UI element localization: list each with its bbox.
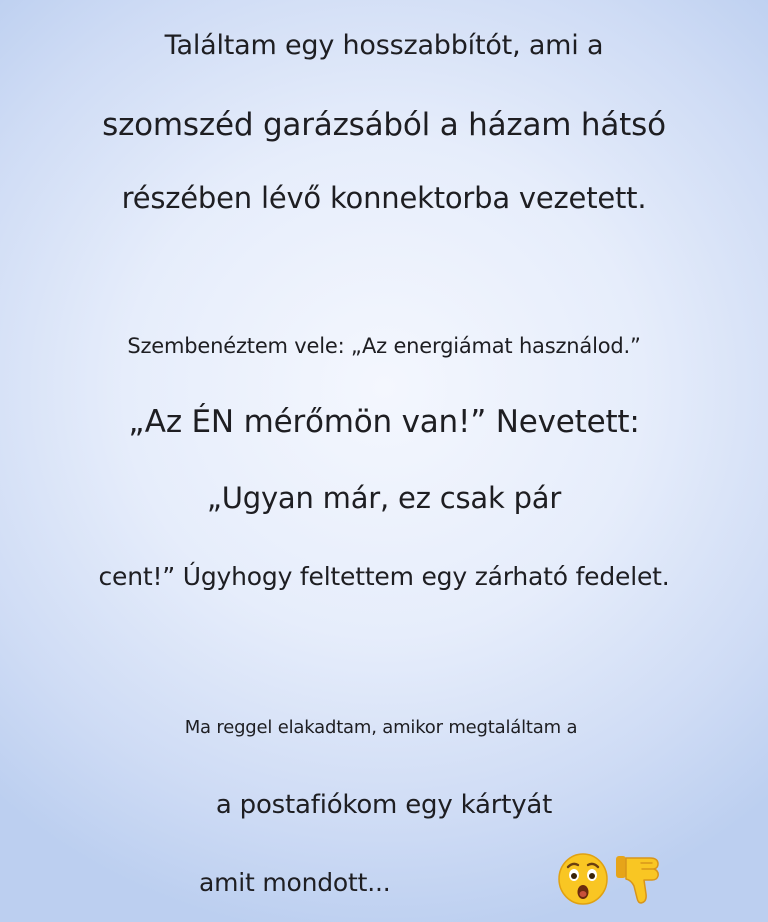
story-line-5: „Az ÉN mérőmön van!” Nevetett: (128, 404, 640, 440)
story-line-10: amit mondott... (199, 868, 391, 897)
story-line-3: részében lévő konnektorba vezetett. (121, 181, 647, 215)
story-line-2: szomszéd garázsából a házam hátsó (102, 107, 666, 143)
story-line-4: Szembenéztem vele: „Az energiámat használod.” (127, 334, 641, 358)
story-line-7: cent!” Úgyhogy feltettem egy zárható fedelet. (98, 562, 670, 591)
story-line-9: a postafiókom egy kártyát (215, 790, 553, 820)
story-line-1: Találtam egy hosszabbítót, ami a (164, 30, 604, 61)
story-line-8: Ma reggel elakadtam, amikor megtaláltam a (184, 717, 578, 738)
story-line-6: „Ugyan már, ez csak pár (206, 481, 562, 515)
astonished-face-icon (557, 850, 609, 906)
thumbs-down-icon (612, 850, 664, 906)
